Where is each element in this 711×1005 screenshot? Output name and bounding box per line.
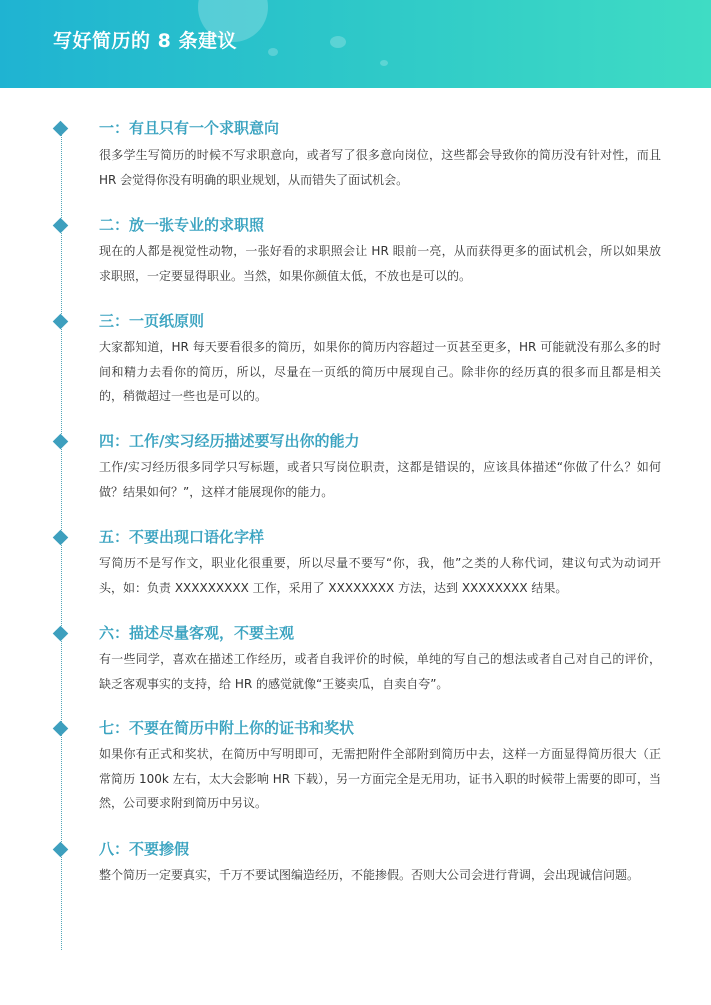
tip-body: 大家都知道，HR 每天要看很多的简历，如果你的简历内容超过一页甚至更多，HR 可能就没有那么多的时间和精力去看你的简历，所以，尽量在一页纸的简历中展现自己。除非你的经历真的很多而且都是相关的，稍微超过一些也是可以的。 bbox=[99, 340, 661, 403]
diamond-bullet-icon bbox=[53, 314, 69, 330]
tip-body: 很多学生写简历的时候不写求职意向，或者写了很多意向岗位，这些都会导致你的简历没有针对性，而且 HR 会觉得你没有明确的职业规划，从而错失了面试机会。 bbox=[99, 148, 661, 187]
tip-title: 三：一页纸原则 bbox=[99, 312, 205, 330]
page-title: 写好简历的 8 条建议 bbox=[53, 30, 237, 52]
diamond-bullet-icon bbox=[53, 626, 69, 642]
diamond-bullet-icon bbox=[53, 434, 69, 450]
diamond-bullet-icon bbox=[53, 530, 69, 546]
tip-body: 写简历不是写作文，职业化很重要，所以尽量不要写“你，我，他”之类的人称代词，建议句式为动词开头，如：负责 XXXXXXXXX 工作，采用了 XXXXXXXX 方法，达到 XXXXXXXX 结果。 bbox=[99, 556, 661, 595]
header-banner bbox=[0, 0, 711, 88]
tip-title: 五：不要出现口语化字样 bbox=[99, 528, 265, 546]
tip-title: 八：不要掺假 bbox=[99, 840, 190, 858]
diamond-bullet-icon bbox=[53, 218, 69, 234]
diamond-bullet-icon bbox=[53, 721, 69, 737]
tip-body: 整个简历一定要真实，千万不要试图编造经历，不能掺假。否则大公司会进行背调，会出现诚信问题。 bbox=[99, 868, 640, 882]
tip-title: 四：工作/实习经历描述要写出你的能力 bbox=[99, 432, 360, 450]
decorative-bubble bbox=[330, 36, 346, 48]
decorative-bubble bbox=[268, 48, 278, 56]
tip-body: 现在的人都是视觉性动物，一张好看的求职照会让 HR 眼前一亮，从而获得更多的面试机会，所以如果放求职照，一定要显得职业。当然，如果你颜值太低，不放也是可以的。 bbox=[99, 244, 661, 283]
tip-body: 有一些同学，喜欢在描述工作经历，或者自我评价的时候，单纯的写自己的想法或者自己对自己的评价，缺乏客观事实的支持，给 HR 的感觉就像“王婆卖瓜，自卖自夸”。 bbox=[99, 652, 661, 691]
diamond-bullet-icon bbox=[53, 842, 69, 858]
diamond-bullet-icon bbox=[53, 121, 69, 137]
tip-title: 二：放一张专业的求职照 bbox=[99, 216, 265, 234]
tip-title: 七：不要在简历中附上你的证书和奖状 bbox=[99, 719, 355, 737]
tip-title: 一：有且只有一个求职意向 bbox=[99, 119, 280, 137]
tip-title: 六：描述尽量客观，不要主观 bbox=[99, 624, 295, 642]
tip-body: 工作/实习经历很多同学只写标题，或者只写岗位职责，这都是错误的，应该具体描述“你做了什么？如何做？结果如何？”，这样才能展现你的能力。 bbox=[99, 460, 661, 499]
decorative-bubble bbox=[380, 60, 388, 66]
tip-body: 如果你有正式和奖状，在简历中写明即可，无需把附件全部附到简历中去，这样一方面显得简历很大（正常简历 100k 左右，太大会影响 HR 下载），另一方面完全是无用功，证书入职的时候带上需要的即可，当然，公司要求附到简历中另议。 bbox=[99, 747, 661, 810]
